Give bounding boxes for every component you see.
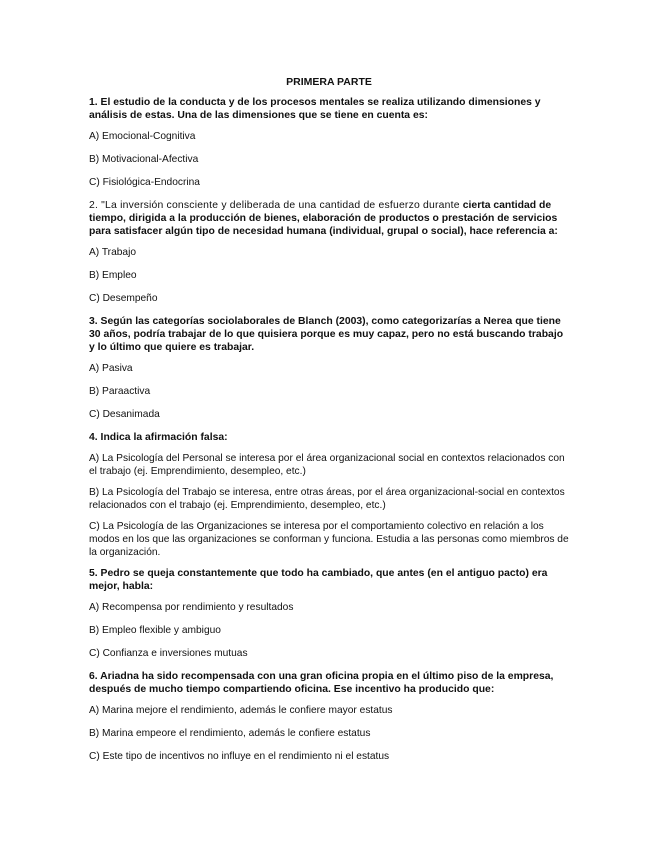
question-1 [89,96,569,122]
option-5c: C) Confianza e inversiones mutuas [89,648,248,659]
option-2c: C) Desempeño [89,293,158,304]
question-text: 6. Ariadna ha sido recompensada con una gran oficina propia en el último piso de la empresa, después de mucho tiempo compartiendo oficina. Ese incentivo ha producido que: [89,671,554,695]
option-4c: C) La Psicología de las Organizaciones se interesa por el comportamiento colectivo en relación a los modos en los que las organizaciones se conforman y funciona. Estudia a las personas como miembros de la organización. [89,521,569,558]
question-6 [89,670,569,696]
option-4b: B) La Psicología del Trabajo se interesa, entre otras áreas, por el área organizacional-social en contextos relacionados con el trabajo (ej. Emprendimiento, desempleo, etc.) [89,487,565,511]
option-5a: A) Recompensa por rendimiento y resultados [89,602,294,613]
question-4 [89,431,569,444]
page-title: PRIMERA PARTE [286,76,372,88]
option-3b: B) Paraactiva [89,386,151,397]
option-4a: A) La Psicología del Personal se interesa por el área organizacional social en contextos relacionados con el trabajo (ej. Emprendimiento, desempleo, etc.) [89,453,565,477]
option-3a: A) Pasiva [89,363,133,374]
question-5 [89,567,569,593]
document-content [89,76,569,773]
option-6a: A) Marina mejore el rendimiento, además le confiere mayor estatus [89,705,393,716]
option-1a: A) Emocional-Cognitiva [89,131,196,142]
option-2a: A) Trabajo [89,247,136,258]
option-1c: C) Fisiológica-Endocrina [89,177,200,188]
option-3c: C) Desanimada [89,409,160,420]
question-text: cierta cantidad de tiempo, dirigida a la producción de bienes, elaboración de productos o prestación de servicios para satisfacer algún tipo de necesidad humana (individual, grupal o social), hace referencia a: [89,200,558,237]
question-text: 4. Indica la afirmación falsa: [89,432,228,443]
option-1b: B) Motivacional-Afectiva [89,154,199,165]
question-2 [89,199,569,238]
question-text: 5. Pedro se queja constantemente que todo ha cambiado, que antes (en el antiguo pacto) era mejor, habla: [89,568,548,592]
question-text: 1. El estudio de la conducta y de los procesos mentales se realiza utilizando dimensiones y análisis de estas. Una de las dimensiones que se tiene en cuenta es: [89,97,541,121]
option-5b: B) Empleo flexible y ambiguo [89,625,221,636]
option-2b: B) Empleo [89,270,137,281]
option-6b: B) Marina empeore el rendimiento, además le confiere estatus [89,728,371,739]
question-lead: 2. "La inversión consciente y deliberada de una cantidad de esfuerzo durante [89,200,463,211]
question-text: 3. Según las categorías sociolaborales de Blanch (2003), como categorizarías a Nerea que tiene 30 años, podría trabajar de lo que quisiera porque es muy capaz, pero no está buscando trabajo y lo último que quiere es trabajar. [89,316,564,353]
option-6c: C) Este tipo de incentivos no influye en el rendimiento ni el estatus [89,751,390,762]
question-3 [89,315,569,354]
